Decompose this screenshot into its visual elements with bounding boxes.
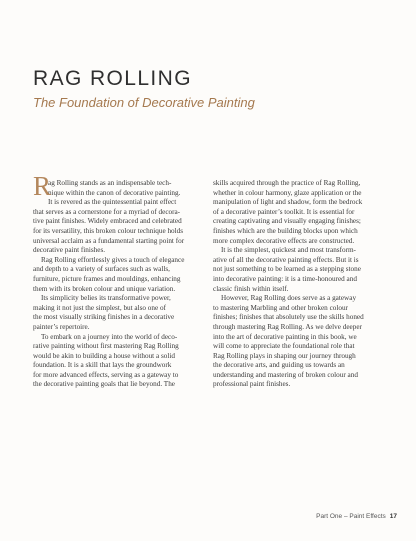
paragraph-line: ag Rolling stands as an indispensable tech- xyxy=(48,179,172,187)
paragraph-line: It is the simplest, quickest and most transform- xyxy=(221,246,356,255)
paragraph-line: whether in colour harmony, glaze application or the xyxy=(213,188,362,197)
paragraph-line: not just something to be learned as a stepping stone xyxy=(213,265,361,274)
paragraph-line: manipulation of light and shadow, form the bedrock xyxy=(213,198,363,207)
paragraph-line: It is revered as the quintessential paint effect xyxy=(48,198,177,207)
paragraph-line: for more advanced effects, serving as a gateway to xyxy=(33,370,179,379)
footer-section-label: Part One – Paint Effects xyxy=(316,513,386,520)
paragraph-line: painter’s repertoire. xyxy=(33,322,90,331)
text-column-left xyxy=(33,171,203,390)
paragraph-line: understanding and mastering of broken colour and xyxy=(213,370,358,379)
page-subtitle: The Foundation of Decorative Painting xyxy=(33,95,255,110)
paragraph-line: would be akin to building a house without a solid xyxy=(33,351,175,360)
paragraph-line: the decorative painting goals that lie beyond. The xyxy=(33,380,175,389)
paragraph-line: rative painting without first mastering Rag Rolling xyxy=(33,342,179,351)
paragraph-line: nique within the canon of decorative painting. xyxy=(48,188,181,197)
paragraph-line: creating captivating and visually engaging finishes; xyxy=(213,217,361,226)
paragraph-line: Rag Rolling effortlessly gives a touch of elegance xyxy=(41,255,185,264)
paragraph-line: finishes which are the building blocks upon which xyxy=(213,226,358,235)
paragraph-line: finishes; finishes that absolutely use the skills honed xyxy=(213,313,364,322)
paragraph-line: making it not just the simplest, but also one of xyxy=(33,303,166,312)
paragraph-line: professional paint finishes. xyxy=(213,380,291,389)
page-title: RAG ROLLING xyxy=(33,67,192,90)
paragraph-line: Rag Rolling plays in shaping our journey through xyxy=(213,351,356,360)
paragraph-line: through mastering Rag Rolling. As we delve deeper xyxy=(213,322,362,331)
paragraph-line: for its versatility, this broken colour technique holds xyxy=(33,226,184,235)
paragraph-line: will come to appreciate the foundational role that xyxy=(213,342,355,351)
paragraph-line: more complex decorative effects are constructed. xyxy=(213,236,355,245)
paragraph-line: classic finish within itself. xyxy=(213,284,289,293)
paragraph-line: and depth to a variety of surfaces such as walls, xyxy=(33,265,170,274)
paragraph-line: to mastering Marbling and other broken colour xyxy=(213,303,348,312)
paragraph-line: ative of all the decorative painting effects. But it is xyxy=(213,255,359,264)
paragraph-line: tive paint finishes. Widely embraced and celebrated xyxy=(33,217,182,226)
paragraph-line: that serves as a cornerstone for a myriad of decora- xyxy=(33,207,181,216)
page-footer xyxy=(316,513,397,520)
paragraph-line: skills acquired through the practice of Rag Rolling, xyxy=(213,179,361,187)
paragraph-line: foundation. It is a skill that lays the groundwork xyxy=(33,361,172,370)
paragraph-line: into decorative painting: it is a time-honoured and xyxy=(213,274,357,283)
text-column-right xyxy=(213,179,383,390)
paragraph-line: furniture, picture frames and mouldings, enhancing xyxy=(33,274,181,283)
paragraph-line: However, Rag Rolling does serve as a gateway xyxy=(221,294,357,303)
paragraph-line: of a decorative painter’s toolkit. It is essential for xyxy=(213,207,355,216)
paragraph-line: the most visually striking finishes in a decorative xyxy=(33,313,175,322)
paragraph-line: them with its broken colour and unique variation. xyxy=(33,284,176,293)
page-number: 17 xyxy=(389,513,397,520)
paragraph-line: the decorative arts, and guiding us towards an xyxy=(213,361,345,370)
paragraph-line: To embark on a journey into the world of deco- xyxy=(41,332,178,341)
paragraph-line: into the art of decorative painting in this book, we xyxy=(213,332,357,341)
paragraph-line: decorative paint finishes. xyxy=(33,246,106,255)
drop-cap: R xyxy=(33,171,52,201)
paragraph-line: universal acclaim as a fundamental starting point for xyxy=(33,236,185,245)
paragraph-line: Its simplicity belies its transformative power, xyxy=(41,294,171,303)
